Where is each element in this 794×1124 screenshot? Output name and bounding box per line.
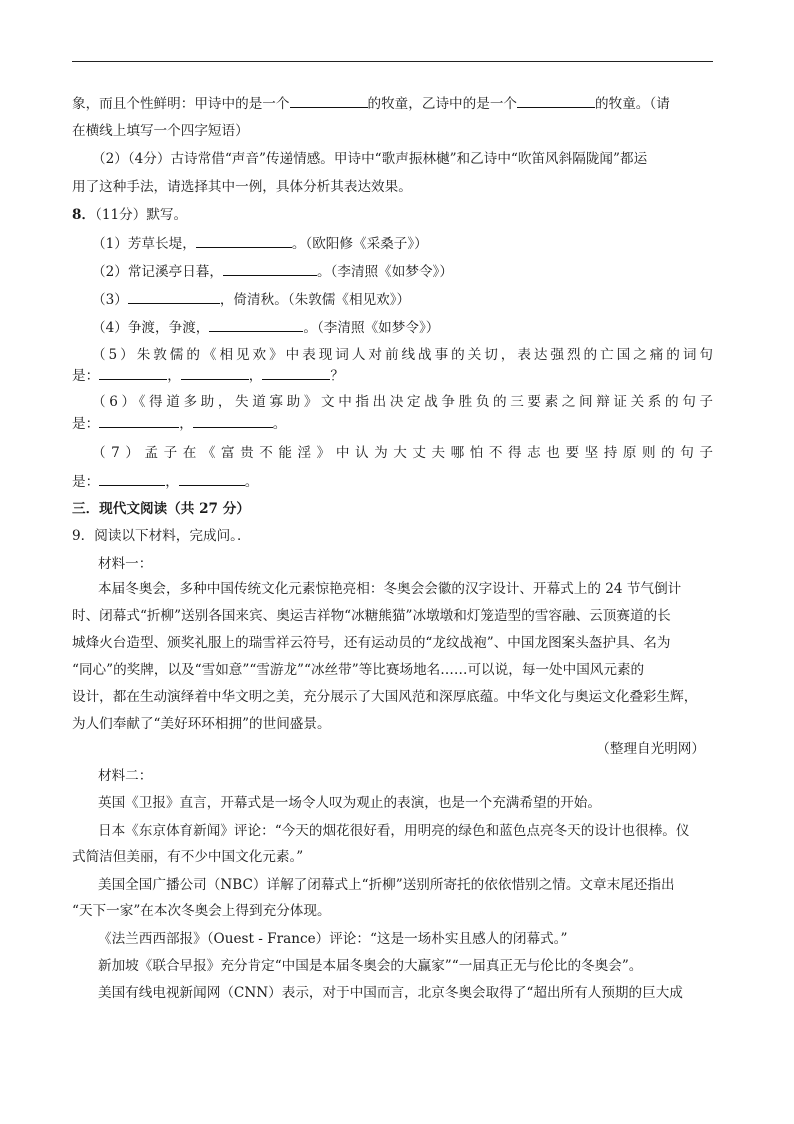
- material-2-line: 英国《卫报》直言，开幕式是一场令人叹为观止的表演，也是一个充满希望的开始。: [98, 795, 601, 811]
- item-text: （4）争渡，争渡，: [92, 320, 210, 336]
- q7-line-1: [72, 94, 713, 112]
- answer-blank[interactable]: [99, 414, 179, 428]
- q8-item-5-line-1: （5）朱敦儒的《相见欢》中表现词人对前线战事的关切，表达强烈的亡国之痛的词句: [92, 347, 713, 363]
- answer-blank[interactable]: [99, 472, 165, 486]
- item-text: 。（李清照《如梦令》）: [303, 320, 440, 336]
- material-2-line: “天下一家”在本次冬奥会上得到充分体现。: [72, 903, 331, 919]
- q8-item-7-line-1: （7）孟子在《富贵不能淫》中认为大丈夫哪怕不得志也要坚持原则的句子: [92, 445, 713, 461]
- item-text: 是：: [72, 416, 100, 432]
- item-text: ，倚清秋。（朱敦儒《相见欢》）: [219, 292, 411, 308]
- material-1-line: 为人们奉献了“美好环环相拥”的世间盛景。: [72, 716, 331, 732]
- answer-blank[interactable]: [517, 94, 595, 108]
- item-text: （1）芳草长堤，: [92, 236, 196, 252]
- q7-text: 的牧童，乙诗中的是一个: [367, 96, 518, 112]
- material-1-line: “同心”的奖牌，以及“雪如意”“雪游龙”“冰丝带”等比赛场地名……可以说，每一处中国风元素的: [72, 662, 645, 678]
- q7-part2-line-1: （2）（4分）古诗常借“声音”传递情感。甲诗中“歌声振林樾”和乙诗中“吹笛风斜隔陇闻”都运: [92, 151, 648, 167]
- q8-item-4: [72, 318, 713, 336]
- item-text: （2）常记溪亭日暮，: [92, 264, 223, 280]
- item-text: ，: [165, 474, 179, 490]
- item-text: ，: [179, 416, 193, 432]
- question-number: 8．: [72, 207, 96, 223]
- item-text: 是：: [72, 368, 100, 384]
- item-text: ？: [330, 368, 344, 384]
- material-2-line: 日本《东京体育新闻》评论：“今天的烟花很好看，用明亮的绿色和蓝色点亮冬天的设计也很棒。仪: [98, 823, 690, 839]
- item-text: ，: [167, 368, 181, 384]
- q8-item-2: [72, 262, 713, 280]
- answer-blank[interactable]: [223, 262, 317, 276]
- material-2-label: 材料二：: [98, 768, 153, 784]
- q8-header-text: （11分）默写。: [95, 207, 188, 223]
- answer-blank[interactable]: [99, 366, 167, 380]
- item-text: 。: [244, 474, 259, 490]
- header-rule: [72, 61, 713, 62]
- item-text: ，: [248, 368, 263, 384]
- material-2-line: 美国有线电视新闻网（CNN）表示，对于中国而言，北京冬奥会取得了“超出所有人预期的巨大成: [98, 985, 683, 1001]
- item-text: 。: [272, 416, 287, 432]
- material-2-line: 《法兰西西部报》（Ouest - France）评论：“这是一场朴实且感人的闭幕式。”: [98, 931, 568, 947]
- answer-blank[interactable]: [179, 472, 245, 486]
- item-text: 。（欧阳修《采桑子》）: [291, 236, 428, 252]
- q7-part2-line-2: 用了这种手法，请选择其中一例，具体分析其表达效果。: [72, 179, 412, 195]
- material-1-line: 本届冬奥会，多种中国传统文化元素惊艳亮相：冬奥会会徽的汉字设计、开幕式上的 24 节气倒计: [98, 581, 682, 597]
- answer-blank[interactable]: [128, 290, 220, 304]
- item-text: （3）: [92, 292, 128, 308]
- answer-blank[interactable]: [181, 366, 249, 380]
- q9-prompt: 9．阅读以下材料，完成问。．: [72, 528, 251, 544]
- answer-blank[interactable]: [290, 94, 368, 108]
- q8-item-7-line-2: [72, 472, 713, 490]
- q7-text: 的牧童。（请: [595, 96, 670, 112]
- q8-item-1: [72, 234, 713, 252]
- q7-line-2: 在横线上填写一个四字短语）: [72, 123, 249, 139]
- material-1-source: （整理自光明网）: [596, 741, 705, 757]
- material-2-line: 式简洁但美丽，有不少中国文化元素。”: [72, 849, 304, 865]
- material-1-line: 城烽火台造型、颁奖礼服上的瑞雪祥云符号，还有运动员的“龙纹战袍”、中国龙图案头盔护具、名为: [72, 635, 671, 651]
- item-text: 是：: [72, 474, 100, 490]
- answer-blank[interactable]: [196, 234, 292, 248]
- material-2-line: 新加坡《联合早报》充分肯定“中国是本届冬奥会的大赢家”“一届真正无与伦比的冬奥会”。: [98, 958, 643, 974]
- q8-header: [72, 206, 713, 224]
- q8-item-5-line-2: [72, 366, 713, 384]
- material-1-label: 材料一：: [98, 556, 153, 572]
- item-text: 。（李清照《如梦令》）: [317, 264, 453, 280]
- material-1-line: 时、闭幕式“折柳”送别各国来宾、奥运吉祥物“冰糖熊猫”冰墩墩和灯笼造型的雪容融、云顶赛道的长: [72, 608, 671, 624]
- answer-blank[interactable]: [262, 366, 330, 380]
- answer-blank[interactable]: [209, 318, 303, 332]
- q7-text: 象，而且个性鲜明：甲诗中的是一个: [72, 96, 290, 112]
- material-2-line: 美国全国广播公司（NBC）详解了闭幕式上“折柳”送别所寄托的依依惜别之情。文章末尾还指出: [98, 877, 675, 893]
- section-title: 三．现代文阅读（共 27 分）: [72, 501, 250, 517]
- answer-blank[interactable]: [193, 414, 273, 428]
- material-1-line: 设计，都在生动演绎着中华文明之美，充分展示了大国风范和深厚底蕴。中华文化与奥运文化叠彩生辉，: [72, 689, 698, 705]
- q8-item-6-line-1: （6）《得道多助，失道寡助》文中指出决定战争胜负的三要素之间辩证关系的句子: [92, 394, 713, 410]
- q8-item-6-line-2: [72, 414, 713, 432]
- q8-item-3: [72, 290, 713, 308]
